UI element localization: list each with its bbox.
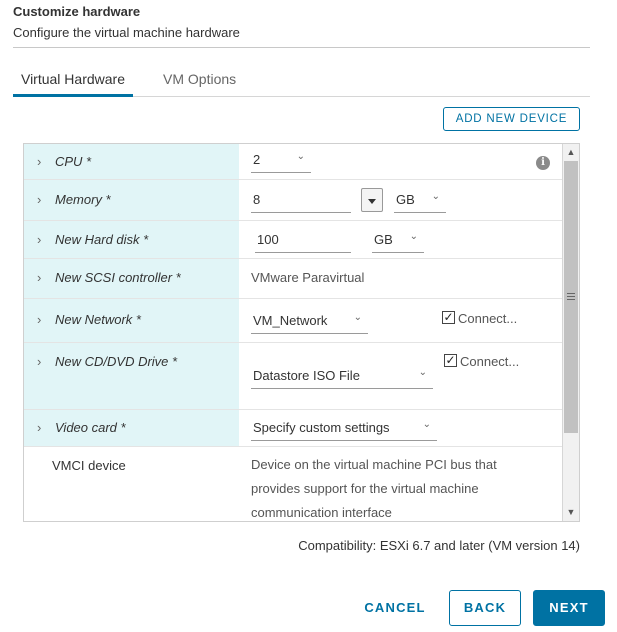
row-vmci-device	[24, 447, 563, 522]
row-hard-disk	[24, 221, 563, 259]
cpu-select-value: 2	[253, 152, 261, 167]
row-video-card-label-cell[interactable]	[24, 410, 239, 446]
network-connect-label[interactable]: Connect...	[458, 311, 518, 326]
cd-dvd-connect-checkbox[interactable]: ✓	[445, 353, 456, 367]
cpu-label: CPU *	[55, 154, 92, 169]
dropdown-arrow-icon	[368, 199, 376, 204]
network-label: New Network *	[55, 312, 141, 327]
network-connect-checkbox[interactable]: ✓	[443, 310, 454, 324]
row-hard-disk-label-cell[interactable]	[24, 221, 239, 258]
row-cpu-label-cell[interactable]	[24, 144, 239, 179]
chevron-down-icon: ⌄	[422, 419, 431, 430]
memory-input[interactable]: 8	[251, 192, 351, 213]
tab-bar	[13, 70, 590, 97]
vmci-device-label: VMCI device	[52, 458, 126, 473]
video-card-label: Video card *	[55, 420, 126, 435]
scroll-down-icon[interactable]: ▼	[566, 507, 576, 517]
row-memory	[24, 180, 563, 221]
cancel-button[interactable]: CANCEL	[364, 600, 426, 615]
scsi-controller-label: New SCSI controller *	[55, 270, 181, 285]
add-new-device-button[interactable]: ADD NEW DEVICE	[443, 107, 580, 131]
dialog-title: Customize hardware	[13, 4, 141, 19]
memory-label: Memory *	[55, 192, 111, 207]
expand-chevron-icon[interactable]: ›	[37, 232, 42, 247]
row-vmci-label-cell	[24, 447, 239, 522]
network-select-value: VM_Network	[253, 313, 328, 328]
row-video-card	[24, 410, 563, 447]
row-memory-label-cell[interactable]	[24, 180, 239, 220]
cd-dvd-source-select[interactable]	[251, 368, 433, 389]
row-cpu	[24, 144, 563, 180]
vertical-scrollbar[interactable]	[562, 144, 579, 521]
memory-unit-select[interactable]	[394, 192, 446, 213]
chevron-down-icon: ⌄	[296, 151, 305, 162]
chevron-down-icon: ⌄	[353, 312, 362, 323]
row-cd-dvd-label-cell[interactable]	[24, 343, 239, 409]
row-network	[24, 299, 563, 343]
scsi-controller-value: VMware Paravirtual	[251, 270, 365, 285]
next-button[interactable]: NEXT	[533, 590, 605, 626]
cd-dvd-drive-label: New CD/DVD Drive *	[55, 354, 178, 369]
back-button[interactable]: BACK	[449, 590, 521, 626]
network-select[interactable]	[251, 313, 368, 334]
row-cd-dvd-drive	[24, 343, 563, 410]
cpu-select[interactable]	[251, 152, 311, 173]
memory-spin-button[interactable]	[361, 188, 383, 212]
video-card-select-value: Specify custom settings	[253, 420, 390, 435]
hardware-grid	[23, 143, 580, 522]
row-network-label-cell[interactable]	[24, 299, 239, 342]
hard-disk-unit-select[interactable]	[372, 232, 424, 253]
expand-chevron-icon[interactable]: ›	[37, 354, 42, 369]
compatibility-text: Compatibility: ESXi 6.7 and later (VM version 14)	[298, 538, 580, 553]
chevron-down-icon: ⌄	[431, 191, 440, 202]
dialog-subtitle: Configure the virtual machine hardware	[13, 25, 240, 40]
tab-virtual-hardware[interactable]: Virtual Hardware	[13, 70, 133, 97]
video-card-select[interactable]	[251, 420, 437, 441]
expand-chevron-icon[interactable]: ›	[37, 312, 42, 327]
cd-dvd-connect-label[interactable]: Connect...	[460, 354, 520, 369]
chevron-down-icon: ⌄	[409, 231, 418, 242]
memory-unit-value: GB	[396, 192, 415, 207]
vmci-device-description: Device on the virtual machine PCI bus that provides support for the virtual machine communication interface	[251, 457, 497, 520]
header-divider	[13, 47, 590, 48]
hard-disk-size-input[interactable]: 100	[255, 232, 351, 253]
expand-chevron-icon[interactable]: ›	[37, 270, 42, 285]
expand-chevron-icon[interactable]: ›	[37, 420, 42, 435]
expand-chevron-icon[interactable]: ›	[37, 154, 42, 169]
row-scsi-label-cell[interactable]	[24, 259, 239, 298]
info-icon[interactable]: i	[536, 156, 550, 170]
grip-icon	[567, 293, 575, 300]
cd-dvd-source-value: Datastore ISO File	[253, 368, 360, 383]
expand-chevron-icon[interactable]: ›	[37, 192, 42, 207]
chevron-down-icon: ⌄	[418, 367, 427, 378]
hard-disk-unit-value: GB	[374, 232, 393, 247]
row-scsi-controller	[24, 259, 563, 299]
scroll-up-icon[interactable]: ▲	[566, 147, 576, 157]
scrollbar-thumb[interactable]	[564, 161, 578, 433]
tab-vm-options[interactable]: VM Options	[163, 71, 237, 87]
hard-disk-label: New Hard disk *	[55, 232, 149, 247]
